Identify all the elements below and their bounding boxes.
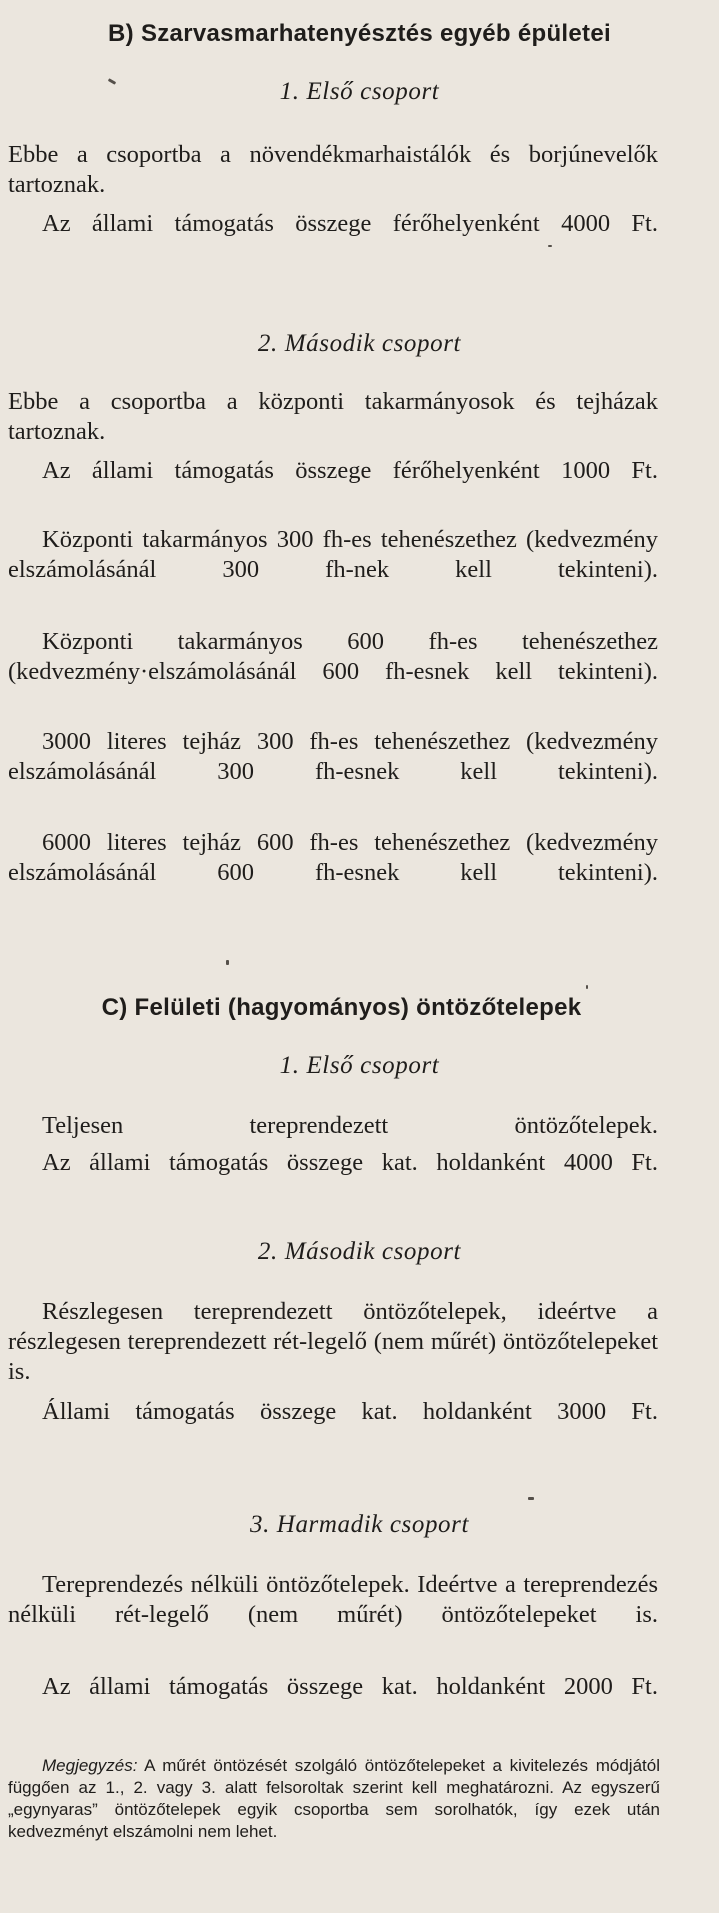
footnote-label: Megjegyzés:	[42, 1756, 138, 1775]
print-speck	[586, 985, 588, 989]
section-c-group3-p1: Tereprendezés nélküli öntözőtelepek. Ideértve a tereprendezés nélküli rét-legelő (nem műrét) öntözőtelepeket is.	[8, 1571, 658, 1628]
section-c-group1-p2: Az állami támogatás összege kat. holdanként 4000 Ft.	[42, 1149, 658, 1176]
section-c-group3-title: 3. Harmadik csoport	[249, 1511, 470, 1538]
footnote	[8, 1755, 660, 1843]
footnote-text: A műrét öntözését szolgáló öntözőtelepeket a kivitelezés módjától függően az 1., 2. vagy 3. alatt felsoroltak szerint kell meghatározni. Az egyszerű „egynyaras” öntözőtelepek egyik csoportba sem sorolhatók, így ezek után kedvezményt elszámolni nem lehet.	[8, 1756, 660, 1841]
section-c-heading: C) Felületi (hagyományos) öntözőtelepek	[101, 994, 582, 1021]
print-speck	[548, 245, 552, 247]
section-b-group1-p1: Ebbe a csoportba a növendékmarhaistálók és borjúnevelők tartoznak.	[8, 141, 658, 198]
section-b-group2-p1: Ebbe a csoportba a központi takarmányosok és tejházak tartoznak.	[8, 388, 658, 445]
print-speck	[528, 1497, 534, 1500]
section-b-group1-title: 1. Első csoport	[279, 78, 440, 105]
section-c-group1-title: 1. Első csoport	[279, 1052, 440, 1079]
section-b-group2-p3: Központi takarmányos 300 fh-es tehenészethez (kedvezmény elszámolásánál 300 fh-nek kell tekinteni).	[8, 526, 658, 583]
section-c-group3-p2: Az állami támogatás összege kat. holdanként 2000 Ft.	[42, 1673, 658, 1700]
section-b-heading: B) Szarvasmarhatenyésztés egyéb épületei	[108, 20, 611, 47]
section-b-group2-p2: Az állami támogatás összege férőhelyenként 1000 Ft.	[42, 457, 658, 484]
print-speck	[226, 960, 229, 965]
section-c-group2-p2: Állami támogatás összege kat. holdanként 3000 Ft.	[42, 1398, 658, 1425]
section-c-group2-p1: Részlegesen tereprendezett öntözőtelepek, ideértve a részlegesen tereprendezett rét-legelő (nem műrét) öntözőtelepeket is.	[8, 1298, 658, 1385]
section-b-group1-p2: Az állami támogatás összege férőhelyenként 4000 Ft.	[42, 210, 658, 237]
section-b-group2-title: 2. Második csoport	[257, 330, 462, 357]
section-c-group2-title: 2. Második csoport	[257, 1238, 462, 1265]
section-b-group2-p6: 6000 literes tejház 600 fh-es tehenészethez (kedvezmény elszámolásánál 600 fh-esnek kell tekinteni).	[8, 829, 658, 886]
section-b-group2-p4: Központi takarmányos 600 fh-es tehenészethez (kedvezmény·elszámolásánál 600 fh-esnek kell tekinteni).	[8, 628, 658, 685]
section-c-group1-p1: Teljesen tereprendezett öntözőtelepek.	[42, 1112, 658, 1139]
section-b-group2-p5: 3000 literes tejház 300 fh-es tehenészethez (kedvezmény elszámolásánál 300 fh-esnek kell tekinteni).	[8, 728, 658, 785]
